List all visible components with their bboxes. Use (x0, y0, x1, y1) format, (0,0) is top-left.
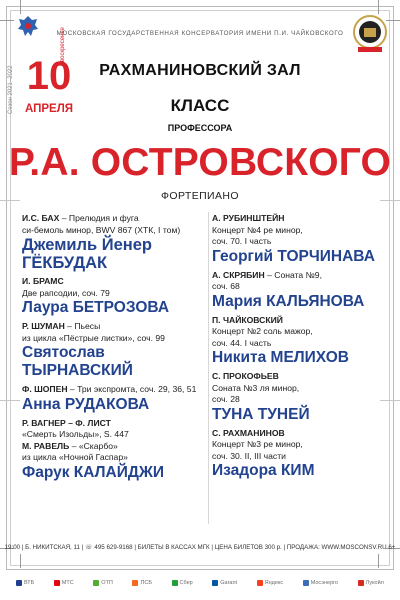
work-detail: соч. 68 (212, 281, 240, 291)
date-day: 10 (26, 54, 72, 98)
frame-ornament (378, 554, 379, 568)
performer-name: Джемиль Йенер (22, 236, 153, 254)
work-detail: Две рапсодии, соч. 79 (22, 287, 110, 298)
work-detail: си-бемоль минор, BWV 867 (ХТК, I том) (22, 224, 181, 235)
sponsor-strip (16, 573, 384, 593)
work-title: – Пьесы (64, 321, 101, 331)
program-left (22, 213, 202, 482)
composer: П. ЧАЙКОВСКИЙ (212, 314, 283, 325)
sponsor-logo: Яндекс (257, 580, 284, 586)
hall-name: РАХМАНИНОВСКИЙ ЗАЛ (99, 62, 301, 79)
work-detail: Концерт №2 соль мажор, (212, 326, 313, 336)
program-item (22, 384, 202, 414)
program-right (212, 213, 392, 480)
frame-ornament (20, 554, 21, 568)
work-detail: из цикла «Ночной Гаспар» (22, 452, 128, 462)
professor-label: ПРОФЕССОРА (167, 123, 233, 133)
class-title: КЛАСС (170, 96, 230, 115)
work-detail: соч. 44. I часть (212, 337, 272, 348)
performer-name: Изадора КИМ (212, 462, 315, 479)
performer-name: Фарук КАЛАЙДЖИ (22, 463, 165, 481)
season-label: Сезон 2021–2022 (8, 65, 14, 114)
work-title: – Три экспромта, соч. 29, 36, 51 (67, 384, 197, 394)
date-month: АПРЕЛЯ (24, 103, 74, 115)
work-detail: Концерт №4 ре минор, (212, 224, 303, 235)
frame-ornament (0, 20, 14, 21)
program-item (22, 276, 202, 317)
work-detail: соч. 30. II, III части (212, 450, 286, 461)
composer: С. РАХМАНИНОВ (212, 427, 285, 438)
work-title: – Прелюдия и фуга (59, 213, 139, 223)
work-title: – «Скарбо» (69, 440, 118, 451)
work-detail: Соната №3 ля минор, (212, 382, 300, 393)
instrument: ФОРТЕПИАНО (161, 190, 239, 202)
composer: Р. ШУМАН (22, 321, 65, 331)
work-detail: Концерт №3 ре минор, (212, 439, 303, 449)
frame-ornament (378, 0, 379, 14)
performer-surname: ГЁКБУДАК (22, 254, 108, 272)
footer-info: 19:00 | Б. НИКИТСКАЯ, 11 | ☏ 495 629-9168 | БИЛЕТЫ В КАССАХ МГК | ЦЕНА БИЛЕТОВ 300 р. | ПРОДАЖА: WWW.MOSCONSV.RU 6+ (4, 544, 396, 551)
composer: И.С. БАХ (22, 213, 60, 223)
work-detail: соч. 28 (212, 394, 240, 404)
conservatory-name: МОСКОВСКАЯ ГОСУДАРСТВЕННАЯ КОНСЕРВАТОРИЯ ИМЕНИ П.И. ЧАЙКОВСКОГО (56, 30, 344, 37)
composer: И. БРАМС (22, 276, 64, 286)
work-detail: «Смерть Изольды», S. 447 (22, 429, 129, 439)
program-item (212, 315, 392, 368)
frame-ornament (20, 0, 21, 14)
conservatory-seal-icon (352, 14, 388, 54)
sponsor-logo: Сбер (172, 580, 193, 586)
composer: А. РУБИНШТЕЙН (212, 213, 285, 223)
frame-ornament (0, 400, 20, 401)
frame-ornament (386, 20, 400, 21)
column-divider (208, 212, 209, 524)
work-title: – Соната №9, (264, 269, 322, 280)
composer: С. ПРОКОФЬЕВ (212, 371, 279, 381)
work-detail: соч. 70. I часть (212, 236, 272, 246)
performer-name: Никита МЕЛИХОВ (212, 349, 349, 366)
sponsor-logo: Лукойл (358, 580, 384, 586)
composer: М. РАВЕЛЬ (22, 440, 70, 451)
program-item (212, 371, 392, 424)
program-item (212, 213, 392, 266)
performer-name: Лаура БЕТРОЗОВА (22, 299, 170, 316)
work-detail: из цикла «Пёстрые листки», соч. 99 (22, 332, 165, 343)
composer: А. СКРЯБИН (212, 269, 265, 280)
professor-name: Р.А. ОСТРОВСКОГО (8, 141, 392, 184)
program-item (22, 213, 202, 272)
sponsor-logo: ВТБ (16, 580, 34, 586)
sponsor-logo: МТС (54, 580, 74, 586)
sponsor-logo: ПСБ (132, 580, 152, 586)
program-item (212, 270, 392, 311)
performer-name: Анна РУДАКОВА (22, 395, 150, 413)
performer-name: Святослав (22, 344, 105, 361)
program-item (212, 428, 392, 481)
date-weekday: воскресенье (60, 27, 66, 62)
performer-surname: ТЫРНАВСКИЙ (22, 362, 133, 379)
program-item (22, 418, 202, 482)
program-item (22, 321, 202, 380)
sponsor-logo: Мосэнерго (303, 580, 338, 586)
performer-name: ТУНА ТУНЕЙ (212, 405, 310, 423)
performer-name: Мария КАЛЬЯНОВА (212, 292, 365, 310)
composer: Р. ВАГНЕР – Ф. ЛИСТ (22, 417, 111, 428)
sponsor-logo: Garant (212, 580, 237, 586)
sponsor-logo: ОТП (93, 580, 113, 586)
performer-name: Георгий ТОРЧИНАВА (212, 247, 375, 265)
composer: Ф. ШОПЕН (22, 384, 68, 394)
